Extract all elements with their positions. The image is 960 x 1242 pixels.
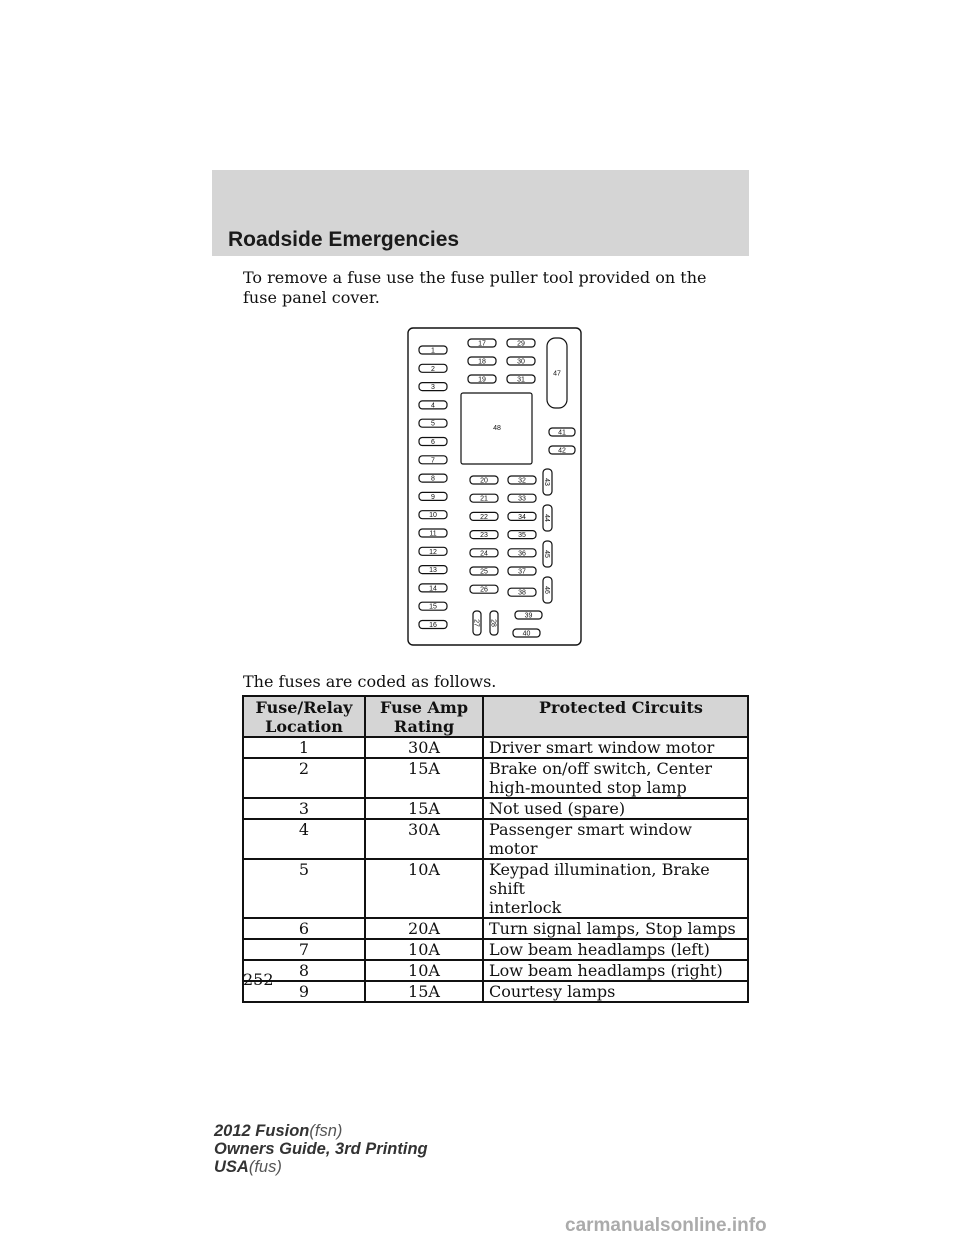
page-number: 252: [243, 970, 274, 989]
header-text: Location: [265, 717, 343, 736]
fuse-5: [419, 419, 447, 428]
cell-circuits: Brake on/off switch, Center high-mounted stop lamp: [483, 758, 748, 798]
table-row: [243, 939, 748, 960]
svg-text:47: 47: [553, 370, 561, 378]
svg-text:20: 20: [480, 477, 488, 485]
cell-location: 1: [243, 737, 365, 758]
cell-circuits: Low beam headlamps (right): [483, 960, 748, 981]
svg-text:21: 21: [480, 495, 488, 503]
table-row: [243, 758, 748, 798]
fuse-16: [419, 621, 447, 630]
fuse-39: [515, 611, 542, 620]
fuse-1: [419, 346, 447, 355]
svg-text:10: 10: [429, 512, 437, 520]
intro-paragraph: To remove a fuse use the fuse puller tool provided on the fuse panel cover.: [243, 268, 707, 307]
svg-text:1: 1: [431, 347, 435, 355]
svg-text:32: 32: [518, 477, 526, 485]
table-row: [243, 859, 748, 918]
svg-text:37: 37: [518, 568, 526, 576]
watermark: carmanualsonline.info: [565, 1215, 767, 1236]
header-text: Protected Circuits: [539, 698, 703, 717]
cell-rating: 20A: [365, 918, 483, 939]
fuse-42: [549, 446, 575, 455]
svg-text:4: 4: [431, 402, 435, 410]
svg-text:25: 25: [480, 568, 488, 576]
relay-48: [461, 393, 532, 464]
fuse-8: [419, 474, 447, 483]
cell-rating: 10A: [365, 960, 483, 981]
svg-text:12: 12: [429, 548, 437, 556]
cell-circuits: Keypad illumination, Brake shift interlock: [483, 859, 748, 918]
svg-text:14: 14: [429, 585, 437, 593]
cell-circuits: Courtesy lamps: [483, 981, 748, 1002]
fuse-20: [470, 476, 498, 485]
cell-circuits: Low beam headlamps (left): [483, 939, 748, 960]
fuse-37: [508, 567, 536, 576]
fuse-30: [507, 357, 535, 366]
header-text: Fuse Amp: [380, 698, 468, 717]
fuse-29: [507, 339, 535, 348]
table-row: [243, 981, 748, 1002]
fuse-45: [543, 541, 552, 567]
cell-rating: 15A: [365, 981, 483, 1002]
cell-circuits: Passenger smart window motor: [483, 819, 748, 859]
fuse-3: [419, 383, 447, 392]
fuse-31: [507, 375, 535, 384]
svg-text:24: 24: [480, 550, 488, 558]
footer-model-code: (fsn): [309, 1122, 343, 1140]
svg-text:9: 9: [431, 493, 435, 501]
table-row: [243, 960, 748, 981]
svg-text:26: 26: [480, 586, 488, 594]
cell-location: 2: [243, 758, 365, 798]
fuse-34: [508, 512, 536, 521]
header-text: Rating: [393, 717, 455, 736]
svg-text:27: 27: [472, 619, 480, 627]
footer-model: 2012 Fusion: [214, 1122, 310, 1140]
cell-circuits: Driver smart window motor: [483, 737, 748, 758]
footer-guide: Owners Guide, 3rd Printing: [214, 1140, 428, 1158]
cell-location: 3: [243, 798, 365, 819]
fuse-15: [419, 602, 447, 611]
fuse-19: [468, 375, 496, 384]
fuse-9: [419, 492, 447, 501]
svg-text:46: 46: [543, 586, 550, 594]
cell-location: 5: [243, 859, 365, 918]
header-circuits: [483, 696, 748, 737]
svg-text:13: 13: [429, 567, 437, 575]
fuse-11: [419, 529, 447, 538]
svg-text:41: 41: [558, 429, 566, 437]
fuse-36: [508, 549, 536, 558]
table-row: [243, 798, 748, 819]
fuse-25: [470, 567, 498, 576]
fuse-28: [490, 611, 499, 635]
fuse-27: [473, 611, 482, 635]
svg-text:33: 33: [518, 495, 526, 503]
fuse-35: [508, 531, 536, 540]
fuse-46: [543, 577, 552, 603]
svg-text:30: 30: [517, 358, 525, 366]
svg-text:15: 15: [429, 603, 437, 611]
fuse-21: [470, 494, 498, 503]
svg-text:34: 34: [518, 513, 526, 521]
fuse-10: [419, 511, 447, 520]
svg-text:35: 35: [518, 532, 526, 540]
svg-text:19: 19: [478, 376, 486, 384]
header-rating: [365, 696, 483, 737]
fuse-12: [419, 547, 447, 556]
fuse-26: [470, 585, 498, 594]
fuse-4: [419, 401, 447, 410]
fuse-2: [419, 364, 447, 373]
header-text: Fuse/Relay: [255, 698, 353, 717]
fuse-panel-diagram: [407, 327, 582, 646]
cell-rating: 15A: [365, 798, 483, 819]
cell-circuits: Turn signal lamps, Stop lamps: [483, 918, 748, 939]
header-location: [243, 696, 365, 737]
svg-text:8: 8: [431, 475, 435, 483]
cell-location: 4: [243, 819, 365, 859]
svg-text:29: 29: [517, 340, 525, 348]
svg-text:43: 43: [543, 478, 550, 486]
fuse-43: [543, 469, 552, 495]
cell-rating: 10A: [365, 939, 483, 960]
svg-text:39: 39: [524, 612, 533, 620]
svg-text:40: 40: [522, 630, 531, 638]
footer-market: USA: [214, 1158, 249, 1176]
cell-rating: 15A: [365, 758, 483, 798]
fuse-32: [508, 476, 536, 485]
fuse-22: [470, 512, 498, 521]
svg-text:6: 6: [431, 439, 435, 446]
fuse-table: [242, 695, 749, 1003]
footer-market-code: (fus): [248, 1158, 282, 1176]
fuse-13: [419, 566, 447, 575]
svg-text:7: 7: [431, 457, 435, 465]
cell-location: 7: [243, 939, 365, 960]
svg-text:3: 3: [431, 384, 435, 392]
table-row: [243, 918, 748, 939]
table-row: [243, 737, 748, 758]
print-footer: [214, 1122, 428, 1176]
svg-text:17: 17: [478, 340, 486, 348]
cell-location: 9: [243, 981, 365, 1002]
cell-rating: 10A: [365, 859, 483, 918]
svg-text:38: 38: [518, 589, 526, 597]
fuse-6: [419, 438, 447, 447]
svg-text:28: 28: [489, 619, 497, 627]
svg-text:31: 31: [517, 376, 525, 384]
svg-text:2: 2: [431, 365, 435, 373]
svg-text:16: 16: [429, 622, 437, 629]
fuse-38: [508, 588, 536, 597]
svg-text:23: 23: [480, 532, 488, 540]
cell-location: 6: [243, 918, 365, 939]
cell-rating: 30A: [365, 737, 483, 758]
fuse-14: [419, 584, 447, 593]
section-title: Roadside Emergencies: [228, 228, 460, 251]
cell-circuits: Not used (spare): [483, 798, 748, 819]
fuse-41: [549, 428, 575, 437]
fuse-7: [419, 456, 447, 465]
svg-text:42: 42: [558, 447, 566, 455]
svg-text:11: 11: [429, 530, 437, 538]
svg-text:44: 44: [543, 514, 550, 522]
svg-text:48: 48: [493, 425, 501, 432]
svg-text:36: 36: [518, 550, 526, 558]
fuse-table-header-row: [243, 696, 748, 737]
fuse-47: [547, 338, 567, 408]
fuse-23: [470, 531, 498, 540]
cell-location: 8: [243, 960, 365, 981]
svg-text:45: 45: [543, 550, 550, 558]
fuse-40: [513, 629, 540, 638]
svg-text:22: 22: [480, 513, 488, 521]
fuse-44: [543, 505, 552, 531]
fuse-33: [508, 494, 536, 503]
svg-text:5: 5: [431, 420, 435, 428]
cell-rating: 30A: [365, 819, 483, 859]
fuse-17: [468, 339, 496, 348]
fuse-24: [470, 549, 498, 558]
table-row: [243, 819, 748, 859]
fuse-18: [468, 357, 496, 366]
table-caption: The fuses are coded as follows.: [243, 672, 497, 691]
svg-text:18: 18: [478, 358, 486, 366]
